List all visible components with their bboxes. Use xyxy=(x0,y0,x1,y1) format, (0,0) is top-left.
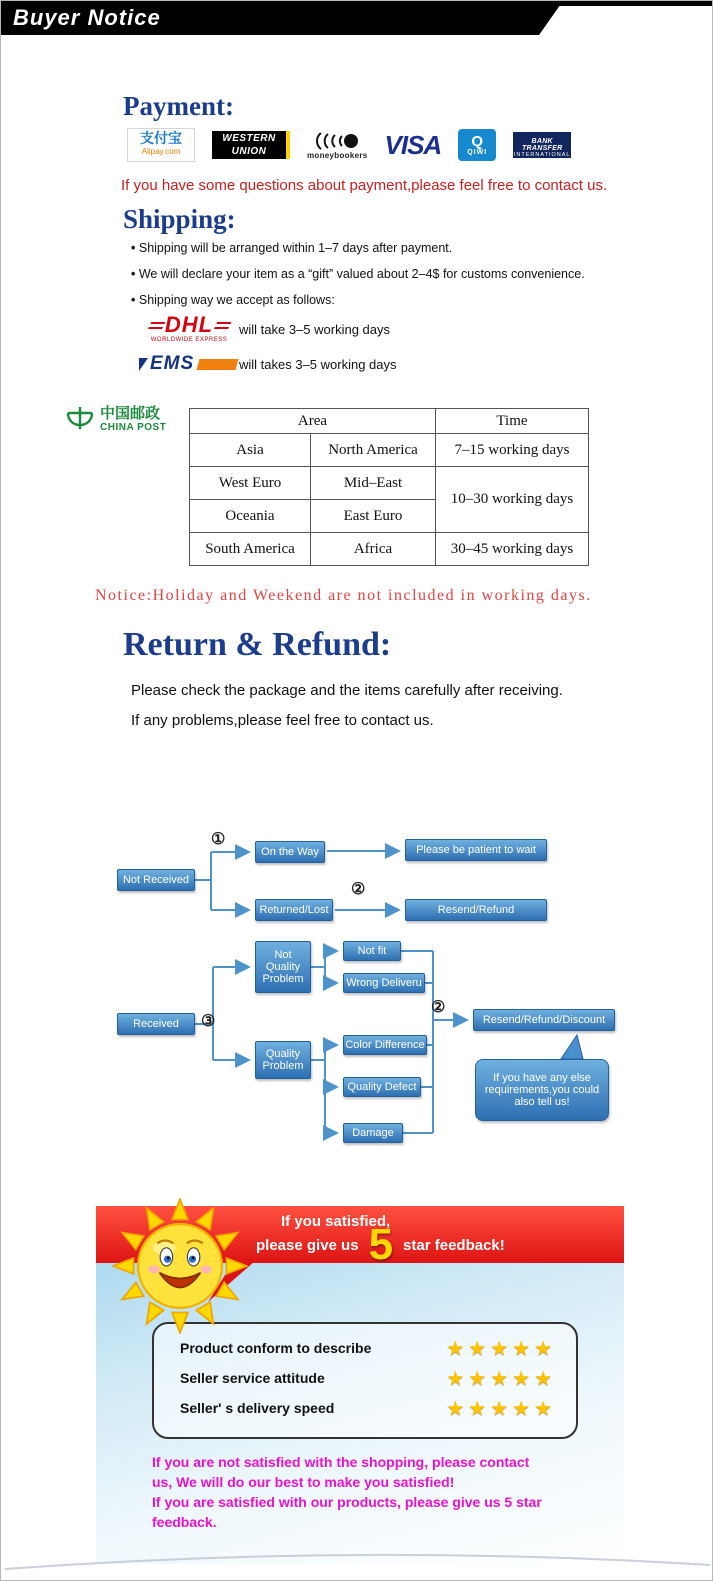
ems-flag-icon xyxy=(139,358,148,371)
qiwi-q-letter: Q xyxy=(471,133,484,150)
bank-transfer-line2: INTERNATIONAL xyxy=(513,152,571,158)
shipping-heading: Shipping: xyxy=(123,204,236,234)
feedback-note-line: If you are satisfied with our products, please give us 5 star xyxy=(152,1494,542,1510)
feedback-note-line: us, We will do our best to make you satisfied! xyxy=(152,1474,455,1490)
feedback-banner-pre: please give us xyxy=(256,1236,359,1254)
dhl-delivery-note: will take 3–5 working days xyxy=(239,321,391,337)
flow-damage: Damage xyxy=(343,1123,403,1143)
dhl-sub-label: WORLDWIDE EXPRESS xyxy=(150,337,228,343)
return-refund-flowchart xyxy=(113,829,625,1164)
five-stars-icon: ★★★★★ xyxy=(446,1337,556,1360)
alipay-logo xyxy=(127,128,195,162)
qiwi-label: QIWI xyxy=(467,149,488,156)
flow-on-the-way: On the Way xyxy=(255,841,325,863)
ems-label: EMS xyxy=(150,353,195,374)
flow-quality-defect: Quality Defect xyxy=(343,1077,421,1097)
table-row xyxy=(190,434,589,467)
shipping-time-table xyxy=(189,408,589,566)
flow-not-quality-problem: Not Quality Problem xyxy=(255,941,311,993)
flow-quality-problem: Quality Problem xyxy=(255,1041,311,1079)
visa-logo: VISA xyxy=(384,129,442,160)
table-header-row xyxy=(190,409,589,434)
flow-be-patient: Please be patient to wait xyxy=(405,839,547,861)
feedback-section xyxy=(96,1206,624,1564)
dhl-stripes-icon xyxy=(147,322,166,332)
flow-resend-refund: Resend/Refund xyxy=(405,899,547,921)
payment-heading: Payment: xyxy=(123,91,234,121)
feedback-five: 5 xyxy=(368,1220,394,1269)
time-header-cell: Time xyxy=(436,409,589,434)
area-cell: West Euro xyxy=(190,467,311,500)
area-cell: Asia xyxy=(190,434,311,467)
payment-contact-note: If you have some questions about payment,please feel free to contact us. xyxy=(121,177,608,194)
flow-step-2b: ② xyxy=(431,999,446,1016)
time-cell: 30–45 working days xyxy=(436,533,589,566)
bottom-arc-decoration xyxy=(1,1539,713,1575)
feedback-notes xyxy=(152,1452,542,1532)
working-days-notice: Notice:Holiday and Weekend are not included in working days. xyxy=(95,587,592,604)
ems-logo xyxy=(139,353,237,375)
feedback-banner-line1: If you satisfied, xyxy=(281,1213,391,1230)
table-row xyxy=(190,533,589,566)
five-stars-icon: ★★★★★ xyxy=(446,1397,556,1420)
flow-step-3: ③ xyxy=(201,1013,216,1030)
moneybookers-label: moneybookers xyxy=(307,150,368,160)
shipping-bullet-1: • Shipping will be arranged within 1–7 days after payment. xyxy=(131,241,585,256)
flow-resend-refund-discount: Resend/Refund/Discount xyxy=(473,1009,615,1031)
area-cell: North America xyxy=(311,434,436,467)
shipping-bullet-3: • Shipping way we accept as follows: xyxy=(131,293,585,308)
rating-row xyxy=(154,1393,576,1423)
feedback-note-line: feedback. xyxy=(152,1514,217,1530)
ems-delivery-note: will takes 3–5 working days xyxy=(239,356,397,372)
feedback-note-line: If you are not satisfied with the shopping, please contact xyxy=(152,1454,530,1470)
ems-shipping-row xyxy=(139,353,397,375)
area-cell: Mid–East xyxy=(311,467,436,500)
dhl-shipping-row xyxy=(141,312,391,343)
rating-box xyxy=(152,1322,578,1439)
payment-logos-row xyxy=(127,128,571,162)
moneybookers-logo xyxy=(307,131,368,160)
flow-color-difference: Color Difference xyxy=(343,1035,427,1055)
area-cell: South America xyxy=(190,533,311,566)
flow-wrong-delivery: Wrong Deliveru xyxy=(343,973,425,993)
table-row xyxy=(190,467,589,500)
sun-icon xyxy=(112,1198,248,1334)
rating-row xyxy=(154,1333,576,1363)
area-header-cell: Area xyxy=(190,409,436,434)
flow-returned-lost: Returned/Lost xyxy=(255,899,333,921)
area-cell: East Euro xyxy=(311,500,436,533)
china-post-cn-label: 中国邮政 xyxy=(100,405,161,422)
shipping-bullet-2: • We will declare your item as a “gift” valued about 2–4$ for customs convenience. xyxy=(131,267,585,282)
rating-label: Product conform to describe xyxy=(180,1340,372,1356)
rating-label: Seller' s delivery speed xyxy=(180,1400,335,1416)
time-cell: 10–30 working days xyxy=(436,467,589,533)
dhl-logo xyxy=(141,312,237,343)
speech-bubble-tail xyxy=(561,1035,583,1059)
flow-step-2a: ② xyxy=(351,881,366,898)
flow-step-1: ① xyxy=(211,831,226,848)
shipping-bullets xyxy=(131,241,585,319)
flow-not-received: Not Received xyxy=(117,869,195,891)
dhl-stripes-icon xyxy=(213,322,232,332)
china-post-emblem-icon xyxy=(65,405,95,431)
ems-orange-strip-icon xyxy=(197,359,239,370)
flow-speech-bubble: If you have any else requirements,you could also tell us! xyxy=(475,1059,609,1121)
dhl-label: DHL xyxy=(164,312,214,337)
time-cell: 7–15 working days xyxy=(436,434,589,467)
returns-heading: Return & Refund: xyxy=(123,626,392,663)
returns-line-1: Please check the package and the items carefully after receiving. xyxy=(131,682,563,699)
flow-not-fit: Not fit xyxy=(343,941,401,961)
area-cell: Oceania xyxy=(190,500,311,533)
feedback-banner-post: star feedback! xyxy=(403,1236,505,1254)
alipay-cn-label: 支付宝 xyxy=(140,130,182,146)
western-union-logo xyxy=(212,131,290,159)
returns-line-2: If any problems,please feel free to contact us. xyxy=(131,712,434,729)
five-stars-icon: ★★★★★ xyxy=(446,1367,556,1390)
flow-received: Received xyxy=(117,1013,195,1035)
rating-label: Seller service attitude xyxy=(180,1370,325,1386)
alipay-sub-label: Alipay.com xyxy=(141,147,181,156)
wu-line1: WESTERN xyxy=(222,133,276,144)
bank-transfer-line1: BANK TRANSFER xyxy=(521,138,563,152)
area-cell: Africa xyxy=(311,533,436,566)
page-title: Buyer Notice xyxy=(13,5,161,30)
qiwi-logo xyxy=(458,129,496,161)
rating-row xyxy=(154,1363,576,1393)
wu-line2: UNION xyxy=(231,146,267,157)
moneybookers-arcs-icon xyxy=(315,131,359,151)
china-post-logo xyxy=(65,405,166,433)
china-post-en-label: CHINA POST xyxy=(100,422,167,433)
bank-transfer-logo xyxy=(513,132,571,158)
